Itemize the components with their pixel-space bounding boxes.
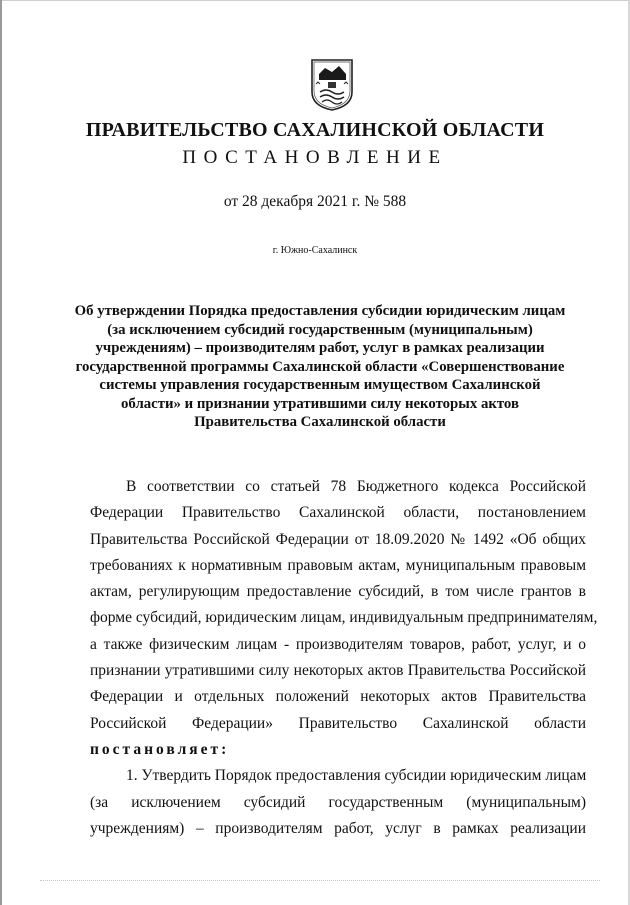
title-line: системы управления государственным имуществом Сахалинской bbox=[99, 377, 541, 393]
sakhalin-coat-of-arms-icon bbox=[310, 58, 354, 112]
document-type: ПОСТАНОВЛЕНИЕ bbox=[182, 147, 448, 168]
title-line: государственной программы Сахалинской области «Совершенствование bbox=[75, 358, 565, 375]
document-place: г. Южно-Сахалинск bbox=[272, 245, 358, 256]
preamble-line: Правительства Российской Федерации от 18.09.2020 № 1492 «Об общих bbox=[90, 530, 586, 548]
preamble-line: актам, регулирующим предоставление субсидий, в том числе грантов в bbox=[90, 583, 586, 601]
preamble-line: Федерации и отдельных положений некоторых актов Правительства bbox=[90, 688, 586, 706]
item1-line: 1. Утвердить Порядок предоставления субсидии юридическим лицам bbox=[126, 767, 587, 785]
scan-edge-top bbox=[0, 0, 630, 1]
title-line: (за исключением субсидий государственным (муниципальным) bbox=[107, 321, 533, 338]
document-date-number: от 28 декабря 2021 г. № 588 bbox=[223, 193, 407, 210]
scan-noise-dots bbox=[40, 880, 600, 885]
preamble-line: требованиях к нормативным правовым актам, муниципальным правовым bbox=[90, 556, 586, 574]
item1-line: учреждениям) – производителям работ, услуг в рамках реализации bbox=[90, 819, 586, 837]
title-line: Правительства Сахалинской области bbox=[194, 414, 446, 430]
title-line: области» и признании утратившими силу некоторых актов bbox=[121, 395, 519, 412]
preamble-line: В соответствии со статьей 78 Бюджетного кодекса Российской bbox=[126, 478, 586, 495]
preamble-line: а также физическим лицам - производителям товаров, работ, услуг, и о bbox=[90, 635, 586, 653]
preamble-line: Российской Федерации» Правительство Сахалинской области bbox=[90, 714, 586, 732]
item1-line: (за исключением субсидий государственным (муниципальным) bbox=[90, 793, 586, 811]
preamble-line: признании утратившими силу некоторых актов Правительства Российской bbox=[90, 662, 586, 680]
title-line: Об утверждении Порядка предоставления субсидии юридическим лицам bbox=[74, 303, 566, 319]
organization-name: ПРАВИТЕЛЬСТВО САХАЛИНСКОЙ ОБЛАСТИ bbox=[85, 119, 545, 141]
document-body bbox=[90, 474, 598, 842]
preamble-line: форме субсидий, юридическим лицам, индивидуальным предпринимателям, bbox=[90, 609, 598, 627]
decree-line bbox=[90, 737, 586, 763]
decree-word: постановляет: bbox=[90, 740, 230, 758]
preamble-line: Федерации Правительство Сахалинской области, постановлением bbox=[90, 504, 586, 522]
document-title bbox=[60, 302, 580, 432]
title-line: учреждениям) – производителям работ, услуг в рамках реализации bbox=[95, 340, 545, 356]
